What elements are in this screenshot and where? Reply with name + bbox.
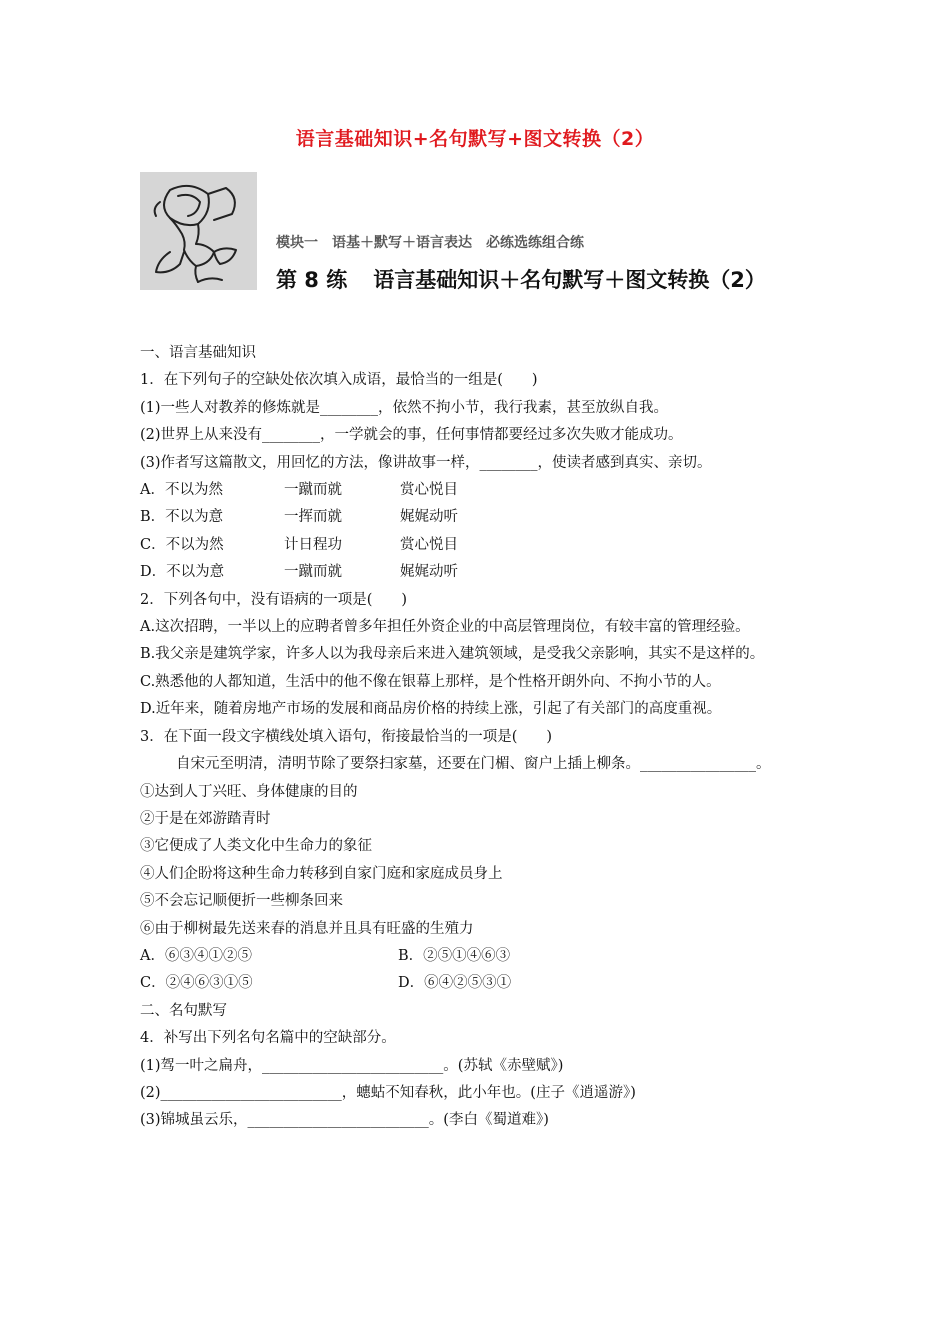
answer-option: C．②④⑥③①⑤ <box>140 975 253 992</box>
lesson-title: 语言基础知识＋名句默写＋图文转换（2） <box>373 268 766 292</box>
sentence-item: ⑤不会忘记顺便折一些柳条回来 <box>140 893 343 910</box>
answer-option-row <box>140 943 820 970</box>
answer-option: B.我父亲是建筑学家，许多人以为我母亲后来进入建筑领域，是受我父亲影响，其实不是这样的。 <box>140 646 765 663</box>
sentence-item: ①达到人丁兴旺、身体健康的目的 <box>140 783 358 800</box>
section-heading: 二、名句默写 <box>140 1002 227 1019</box>
question-stem: 3．在下面一段文字横线处填入语句，衔接最恰当的一项是( ) <box>140 728 553 745</box>
answer-option: A.这次招聘，一半以上的应聘者曾多年担任外资企业的中高层管理岗位，有较丰富的管理经验。 <box>140 619 750 636</box>
answer-option: A．⑥③④①②⑤ <box>140 947 252 964</box>
fill-blank-item: (2)_________________________，蟪蛄不知春秋，此小年也。(庄子《逍遥游》) <box>140 1084 636 1101</box>
answer-option: C．不以为然 计日程功 赏心悦目 <box>140 536 458 553</box>
question-stem: 2．下列各句中，没有语病的一项是( ) <box>140 591 408 608</box>
answer-option-row <box>140 970 820 997</box>
exercise-body <box>140 340 820 1135</box>
sentence-item: ④人们企盼将这种生命力转移到自家门庭和家庭成员身上 <box>140 865 503 882</box>
sentence-item: ②于是在郊游踏青时 <box>140 810 271 827</box>
answer-option: C.熟悉他的人都知道，生活中的他不像在银幕上那样，是个性格开朗外向、不拘小节的人。 <box>140 673 721 690</box>
sentence-item: ⑥由于柳树最先送来春的消息并且具有旺盛的生殖力 <box>140 920 474 937</box>
answer-option: B．②⑤①④⑥③ <box>398 947 511 964</box>
lesson-heading <box>276 264 766 294</box>
answer-option: D．不以为意 一蹴而就 娓娓动听 <box>140 564 458 581</box>
flower-icon <box>140 172 257 290</box>
fill-blank-item: (1)驾一叶之扁舟，_________________________。(苏轼《赤壁赋》) <box>140 1057 564 1074</box>
sentence-item: ③它便成了人类文化中生命力的象征 <box>140 838 372 855</box>
module-subtitle: 模块一 语基＋默写＋语言表达 必练选练组合练 <box>276 235 584 251</box>
question-item: (1)一些人对教养的修炼就是________，依然不拘小节，我行我素，甚至放纵自我。 <box>140 399 669 416</box>
question-stem: 1．在下列句子的空缺处依次填入成语，最恰当的一组是( ) <box>140 372 538 389</box>
answer-option: D.近年来，随着房地产市场的发展和商品房价格的持续上涨，引起了有关部门的高度重视。 <box>140 701 722 718</box>
passage: 自宋元至明清，清明节除了要祭扫家墓，还要在门楣、窗户上插上柳条。________________。 <box>176 756 771 773</box>
answer-option: A．不以为然 一蹴而就 赏心悦目 <box>140 482 458 499</box>
document-title: 语言基础知识+名句默写+图文转换（2） <box>295 128 655 150</box>
question-item: (3)作者写这篇散文，用回忆的方法，像讲故事一样，________，使读者感到真实、亲切。 <box>140 454 712 471</box>
question-stem: 4．补写出下列名句名篇中的空缺部分。 <box>140 1030 396 1047</box>
answer-option: B．不以为意 一挥而就 娓娓动听 <box>140 509 458 526</box>
question-item: (2)世界上从来没有________，一学就会的事，任何事情都要经过多次失败才能成功。 <box>140 427 683 444</box>
answer-option: D．⑥④②⑤③① <box>398 975 512 992</box>
section-heading: 一、语言基础知识 <box>140 345 256 361</box>
lesson-number: 第 8 练 <box>276 268 348 292</box>
morning-glory-logo <box>140 172 257 290</box>
fill-blank-item: (3)锦城虽云乐，_________________________。(李白《蜀道难》) <box>140 1112 549 1129</box>
